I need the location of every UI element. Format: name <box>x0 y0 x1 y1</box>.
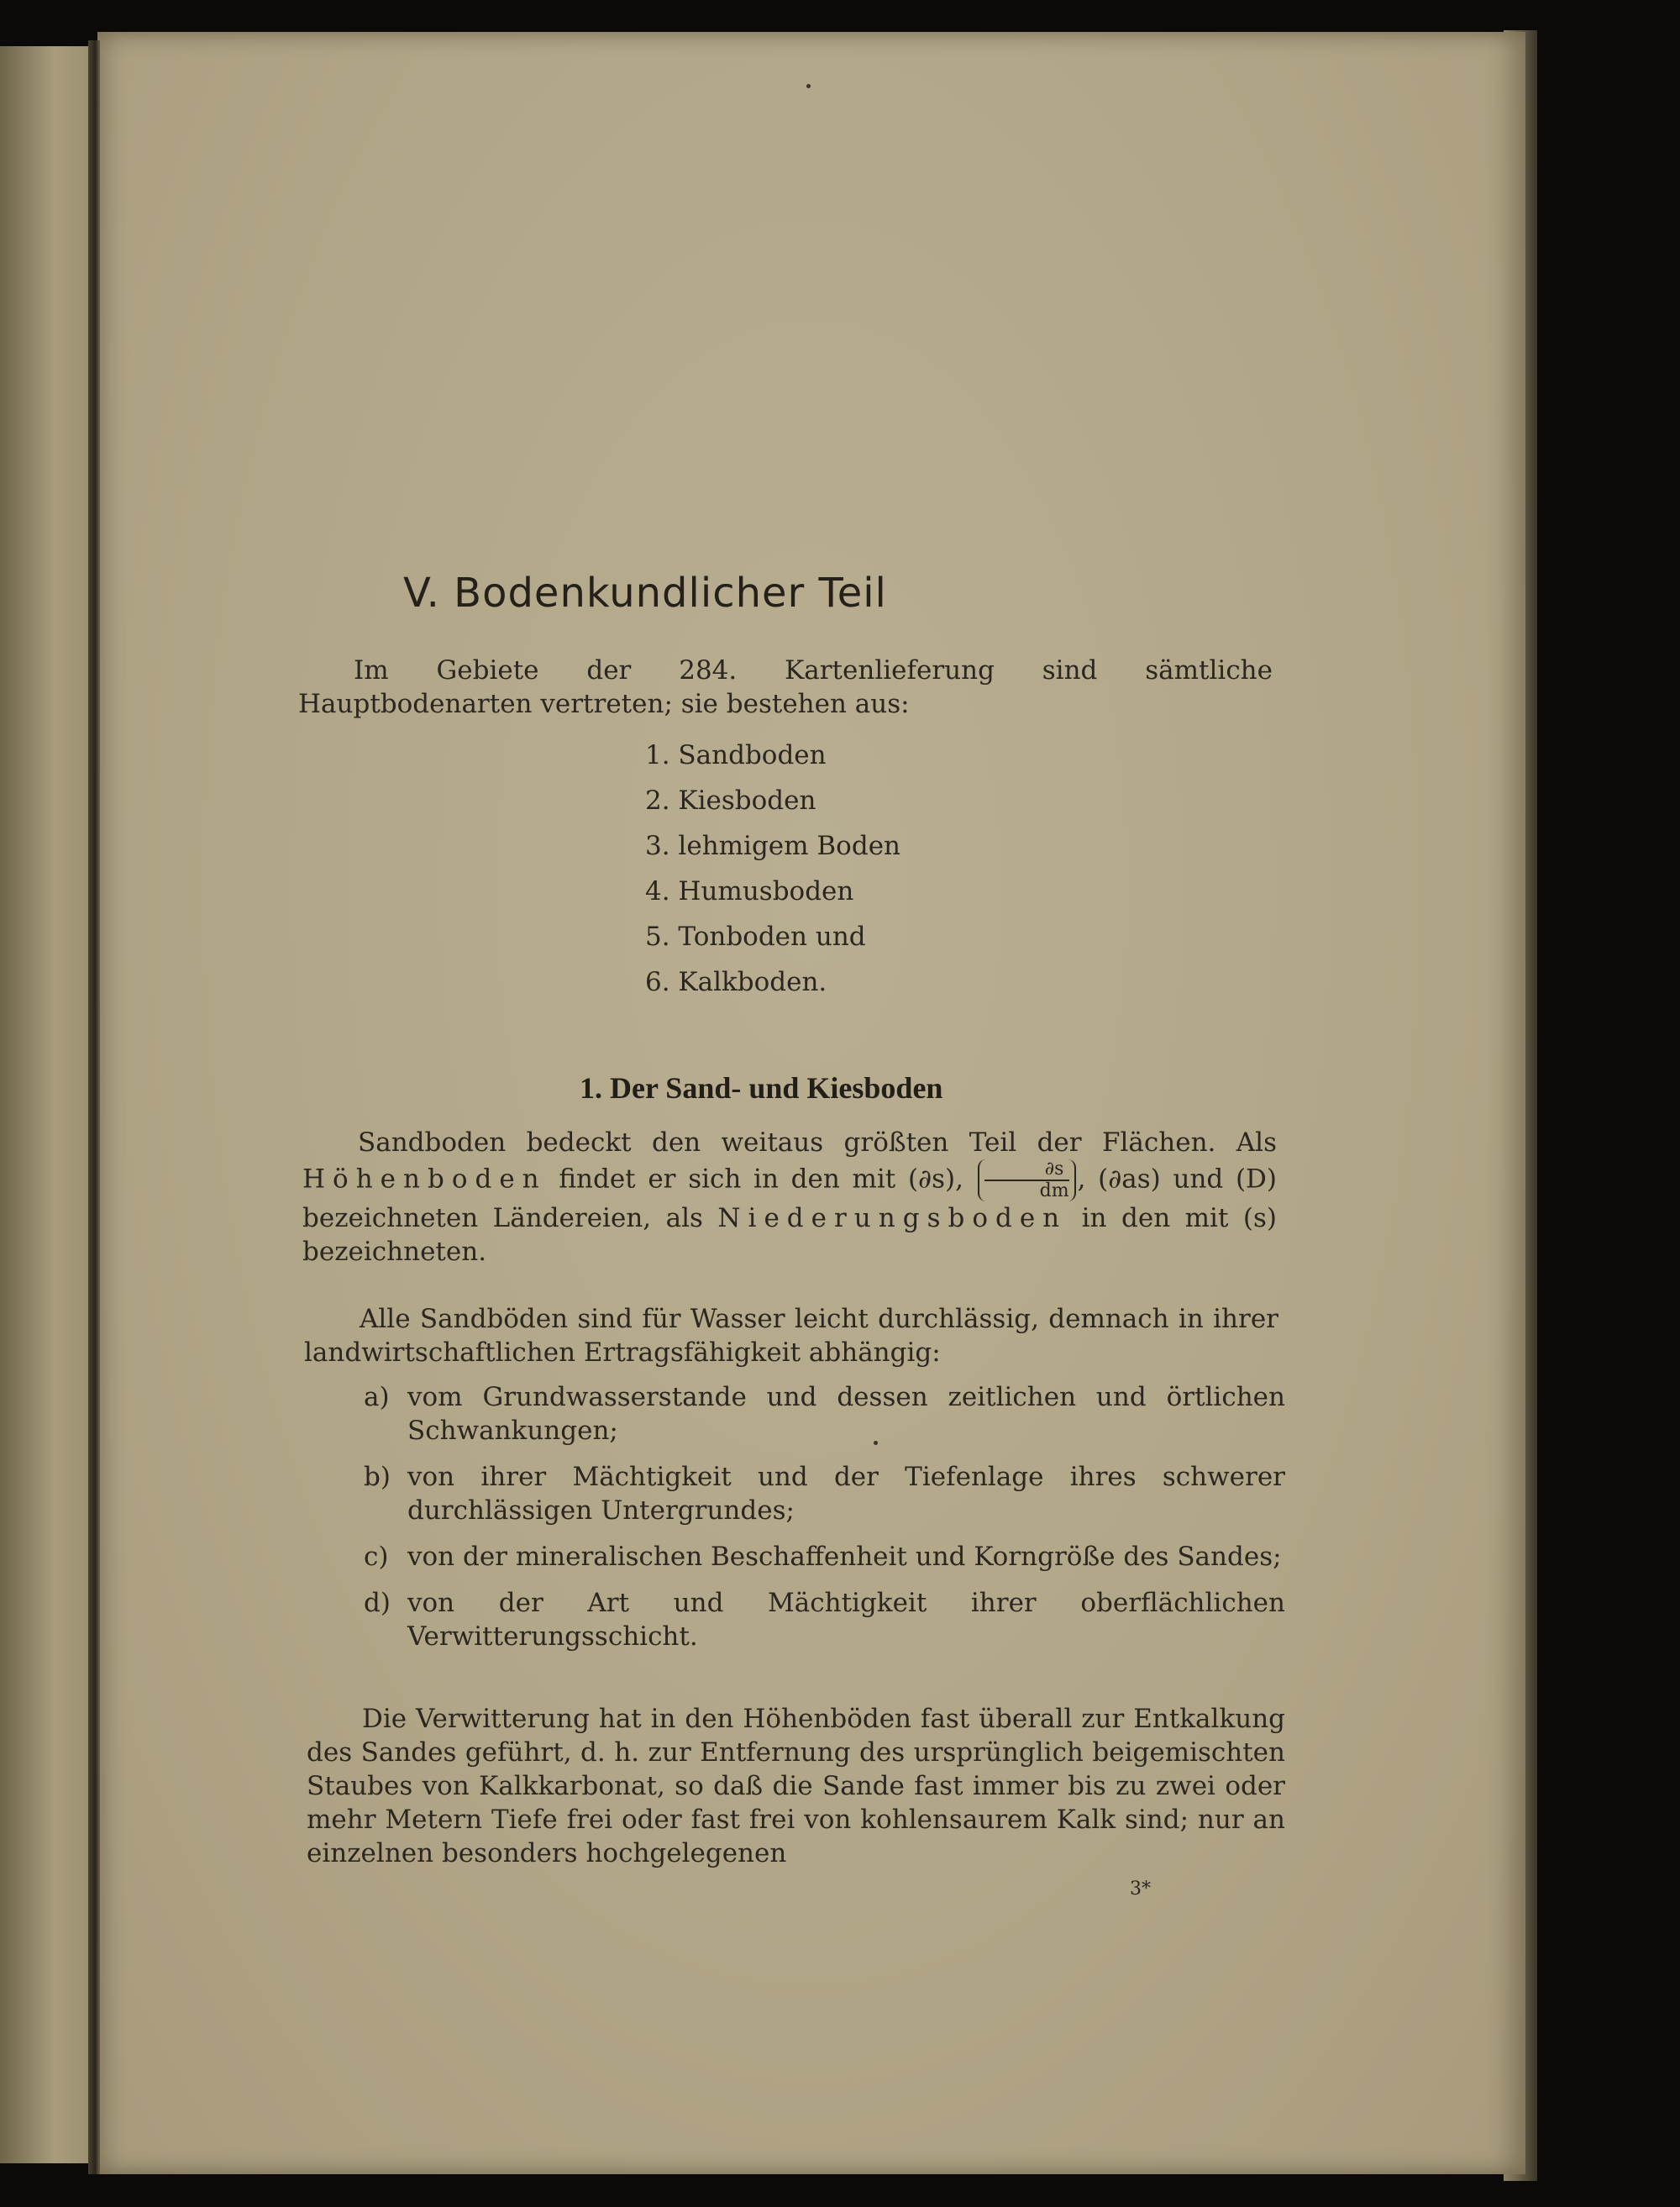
page-number: 3* <box>1130 1879 1151 1900</box>
term-hoehenboden: Höhenboden <box>302 1164 547 1195</box>
list-item: 2. Kiesboden <box>645 786 816 816</box>
weathering-paragraph: Die Verwitterung hat in den Höhenböden fast überall zur Entkalkung des Sandes geführt, d. h. zur Entfernung des ursprünglich beigemischten Staubes von Kalkkarbonat, so daß die Sande fast immer bis zu zwei oder mehr Metern Tiefe frei oder fast frei von kohlensaurem Kalk sind; nur an einzelnen besonders hochgelegenen <box>307 1704 1285 1868</box>
list-marker: b) <box>364 1462 391 1492</box>
list-item: 6. Kalkboden. <box>645 967 827 997</box>
fraction-denominator: dm <box>1039 1180 1069 1201</box>
list-item <box>357 1540 1285 1574</box>
list-item-text: vom Grundwasserstande und dessen zeitlichen und örtlichen Schwankungen; <box>407 1382 1285 1446</box>
sand-text-part: in den mit (s) bezeichneten. <box>302 1203 1277 1267</box>
sand-text-part: , (∂as) und (D) bezeichneten Ländereien, als <box>302 1164 1277 1233</box>
term-niederungsboden: Niederungsboden <box>717 1203 1068 1233</box>
list-item <box>357 1380 1285 1448</box>
list-marker: d) <box>364 1588 391 1618</box>
chapter-title: V. Bodenkundlicher Teil <box>403 570 887 617</box>
list-item: 4. Humusboden <box>645 876 854 906</box>
list-item: 3. lehmigem Boden <box>645 831 901 861</box>
permeability-paragraph: Alle Sandböden sind für Wasser leicht durchlässig, demnach in ihrer landwirtschaftlichen Ertragsfähigkeit abhängig: <box>304 1304 1278 1368</box>
conditions-list <box>357 1380 1285 1666</box>
facing-page-edge <box>0 46 99 2163</box>
sand-paragraph <box>302 1126 1277 1269</box>
paper-speck <box>806 84 811 88</box>
list-item <box>357 1460 1285 1527</box>
list-marker: a) <box>364 1382 390 1412</box>
list-item-text: von ihrer Mächtigkeit und der Tiefenlage ihres schwerer durchlässigen Untergrundes; <box>407 1462 1285 1526</box>
section-heading: 1. Der Sand- und Kiesboden <box>580 1071 943 1105</box>
fraction-numerator: ∂s <box>984 1159 1069 1181</box>
sand-text-part: Sandboden bedeckt den weitaus größten Teil der Flächen. Als <box>358 1127 1277 1158</box>
book-gutter <box>88 40 100 2174</box>
list-item: 5. Tonboden und <box>645 922 866 952</box>
fraction-symbol <box>978 1159 1076 1201</box>
intro-paragraph: Im Gebiete der 284. Kartenlieferung sind sämtliche Hauptbodenarten vertreten; sie bestehen aus: <box>298 655 1273 719</box>
list-item: 1. Sandboden <box>645 740 827 770</box>
soil-type-list <box>645 733 900 1005</box>
list-item-text: von der mineralischen Beschaffenheit und Korngröße des Sandes; <box>407 1542 1282 1572</box>
list-marker: c) <box>364 1542 389 1572</box>
list-item-text: von der Art und Mächtigkeit ihrer oberflächlichen Verwitterungsschicht. <box>407 1588 1285 1652</box>
list-item <box>357 1586 1285 1653</box>
sand-text-part: findet er sich in den mit (∂s), <box>546 1164 976 1195</box>
